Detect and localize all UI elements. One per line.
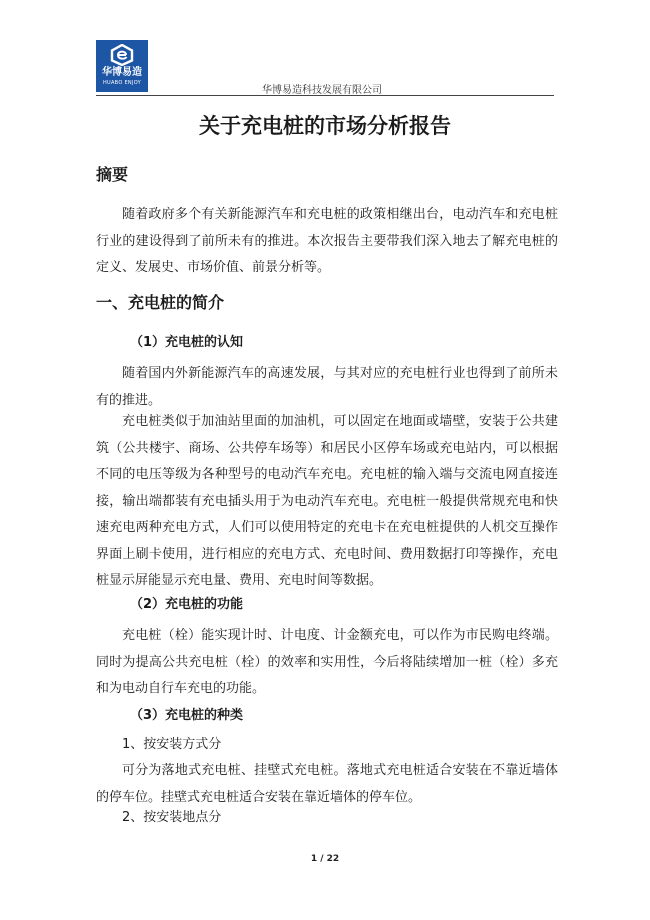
- abstract-heading: 摘要: [96, 165, 129, 184]
- abstract-paragraph: 随着政府多个有关新能源汽车和充电桩的政策相继出台，电动汽车和充电桩行业的建设得到了前所未有的推进。本次报告主要带我们深入地去了解充电桩的定义、发展史、市场价值、前景分析等。: [96, 207, 558, 275]
- logo-text-cn: 华博易造: [102, 67, 142, 78]
- company-name: 华博易造科技发展有限公司: [262, 85, 382, 96]
- section-1-heading: 一、充电桩的简介: [96, 293, 225, 312]
- subsection-1-paragraph-2: 充电桩类似于加油站里面的加油机，可以固定在地面或墙壁，安装于公共建筑（公共楼宇、商场、公共停车场等）和居民小区停车场或充电站内，可以根据不同的电压等级为各种型号的电动汽车充电。充电桩的输入端与交流电网直接连接，输出端都装有充电插头用于为电动汽车充电。充电桩一般提供常规充电和快速充电两种充电方式，人们可以使用特定的充电卡在充电桩提供的人机交互操作界面上刷卡使用，进行相应的充电方式、充电时间、费用数据打印等操作，充电桩显示屏能显示充电量、费用、充电时间等数据。: [96, 414, 558, 588]
- logo-mark-icon: [110, 44, 134, 66]
- subsection-1-heading: （1）充电桩的认知: [130, 335, 244, 350]
- subsection-2-paragraph-1: 充电桩（栓）能实现计时、计电度、计金额充电，可以作为市民购电终端。同时为提高公共充电桩（栓）的效率和实用性，今后将陆续增加一桩（栓）多充和为电动自行车充电的功能。: [96, 628, 558, 696]
- subsection-2-heading: （2）充电桩的功能: [130, 597, 244, 612]
- logo-text-en: HUABO ENJOY: [102, 80, 142, 86]
- company-logo: [96, 40, 148, 92]
- page-number: 1 / 22: [310, 854, 340, 864]
- subsection-1-paragraph-1: 随着国内外新能源汽车的高速发展，与其对应的充电桩行业也得到了前所未有的推进。: [96, 366, 558, 408]
- header-divider: [96, 95, 554, 96]
- list-item-install-location: 2、按安装地点分: [122, 810, 222, 825]
- list-item-install-method: 1、按安装方式分: [122, 737, 222, 752]
- document-title: 关于充电桩的市场分析报告: [199, 114, 451, 138]
- subsection-3-heading: （3）充电桩的种类: [130, 708, 244, 723]
- subsection-3-paragraph-1: 可分为落地式充电桩、挂壁式充电桩。落地式充电桩适合安装在不靠近墙体的停车位。挂壁式充电桩适合安装在靠近墙体的停车位。: [96, 763, 558, 805]
